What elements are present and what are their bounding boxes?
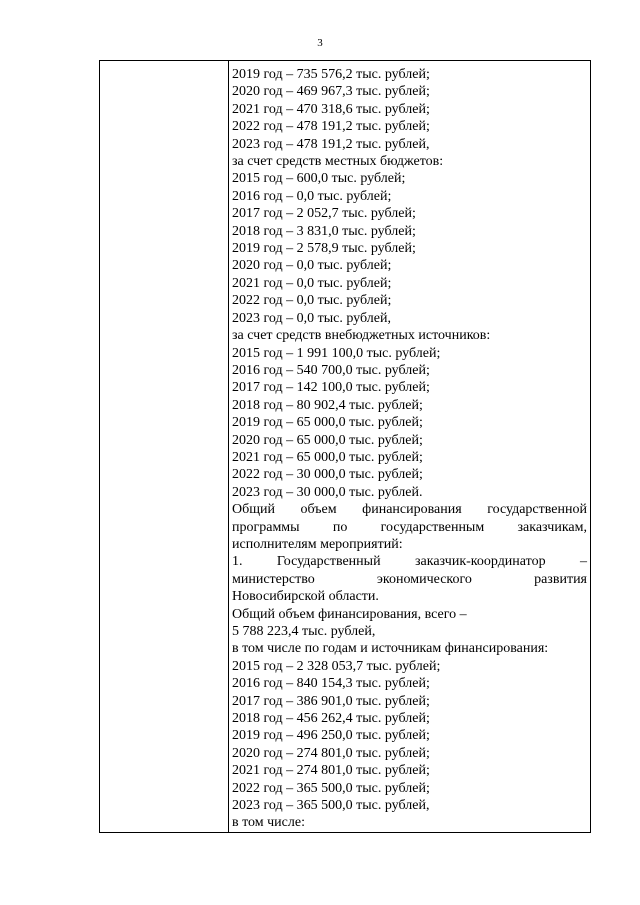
text-line: 2019 год – 65 000,0 тыс. рублей; bbox=[232, 415, 423, 431]
text-line: 2017 год – 142 100,0 тыс. рублей; bbox=[232, 380, 430, 396]
table-left-column bbox=[100, 61, 229, 832]
text-line: 2016 год – 840 154,3 тыс. рублей; bbox=[232, 676, 430, 692]
text-line: в том числе: bbox=[232, 815, 305, 831]
text-line: Новосибирской области. bbox=[232, 589, 379, 605]
text-line: 2022 год – 30 000,0 тыс. рублей; bbox=[232, 467, 423, 483]
text-line-justified: программы по государственным заказчикам, bbox=[232, 519, 587, 535]
text-line: 2021 год – 0,0 тыс. рублей; bbox=[232, 275, 392, 291]
text-line: 2017 год – 386 901,0 тыс. рублей; bbox=[232, 693, 430, 709]
text-line: 2018 год – 3 831,0 тыс. рублей; bbox=[232, 223, 416, 239]
text-line: 2015 год – 2 328 053,7 тыс. рублей; bbox=[232, 658, 441, 674]
text-line: 2023 год – 30 000,0 тыс. рублей. bbox=[232, 484, 423, 500]
text-line: исполнителям мероприятий: bbox=[232, 536, 403, 552]
text-line: 2015 год – 1 991 100,0 тыс. рублей; bbox=[232, 345, 441, 361]
text-line: 5 788 223,4 тыс. рублей, bbox=[232, 624, 376, 639]
text-line: 2021 год – 470 318,6 тыс. рублей; bbox=[232, 101, 430, 117]
text-line: 2018 год – 80 902,4 тыс. рублей; bbox=[232, 397, 423, 413]
text-line: 2023 год – 478 191,2 тыс. рублей, bbox=[232, 136, 430, 152]
text-line: 2022 год – 478 191,2 тыс. рублей; bbox=[232, 119, 430, 135]
text-line: 2020 год – 65 000,0 тыс. рублей; bbox=[232, 432, 423, 448]
text-line: 2017 год – 2 052,7 тыс. рублей; bbox=[232, 206, 416, 222]
text-line: 2021 год – 65 000,0 тыс. рублей; bbox=[232, 449, 423, 465]
text-line: за счет средств местных бюджетов: bbox=[232, 154, 444, 170]
text-line: 2022 год – 0,0 тыс. рублей; bbox=[232, 293, 392, 309]
text-line-justified: 1. Государственный заказчик-координатор – bbox=[232, 554, 587, 570]
text-line-justified: Общий объем финансирования государственной bbox=[232, 502, 587, 518]
text-line: 2016 год – 540 700,0 тыс. рублей; bbox=[232, 362, 430, 378]
text-line: 2023 год – 365 500,0 тыс. рублей, bbox=[232, 798, 430, 814]
page-number: 3 bbox=[317, 37, 323, 49]
text-line: 2023 год – 0,0 тыс. рублей, bbox=[232, 310, 391, 326]
text-line-justified: министерство экономического развития bbox=[232, 571, 587, 587]
text-line: 2016 год – 0,0 тыс. рублей; bbox=[232, 188, 392, 204]
text-line: 2021 год – 274 801,0 тыс. рублей; bbox=[232, 763, 430, 779]
text-line: за счет средств внебюджетных источников: bbox=[232, 328, 491, 344]
table-right-column bbox=[230, 61, 590, 832]
text-line: в том числе по годам и источникам финансирования: bbox=[232, 641, 549, 657]
text-line: 2019 год – 496 250,0 тыс. рублей; bbox=[232, 728, 430, 744]
text-line: Общий объем финансирования, всего – bbox=[232, 606, 467, 622]
text-line: 2018 год – 456 262,4 тыс. рублей; bbox=[232, 711, 430, 727]
text-line: 2020 год – 274 801,0 тыс. рублей; bbox=[232, 745, 430, 761]
text-line: 2019 год – 735 576,2 тыс. рублей; bbox=[232, 67, 430, 82]
text-line: 2020 год – 0,0 тыс. рублей; bbox=[232, 258, 392, 274]
text-line: 2015 год – 600,0 тыс. рублей; bbox=[232, 171, 406, 187]
text-line: 2020 год – 469 967,3 тыс. рублей; bbox=[232, 84, 430, 100]
funding-table bbox=[99, 60, 591, 833]
text-line: 2019 год – 2 578,9 тыс. рублей; bbox=[232, 241, 416, 257]
text-line: 2022 год – 365 500,0 тыс. рублей; bbox=[232, 780, 430, 796]
